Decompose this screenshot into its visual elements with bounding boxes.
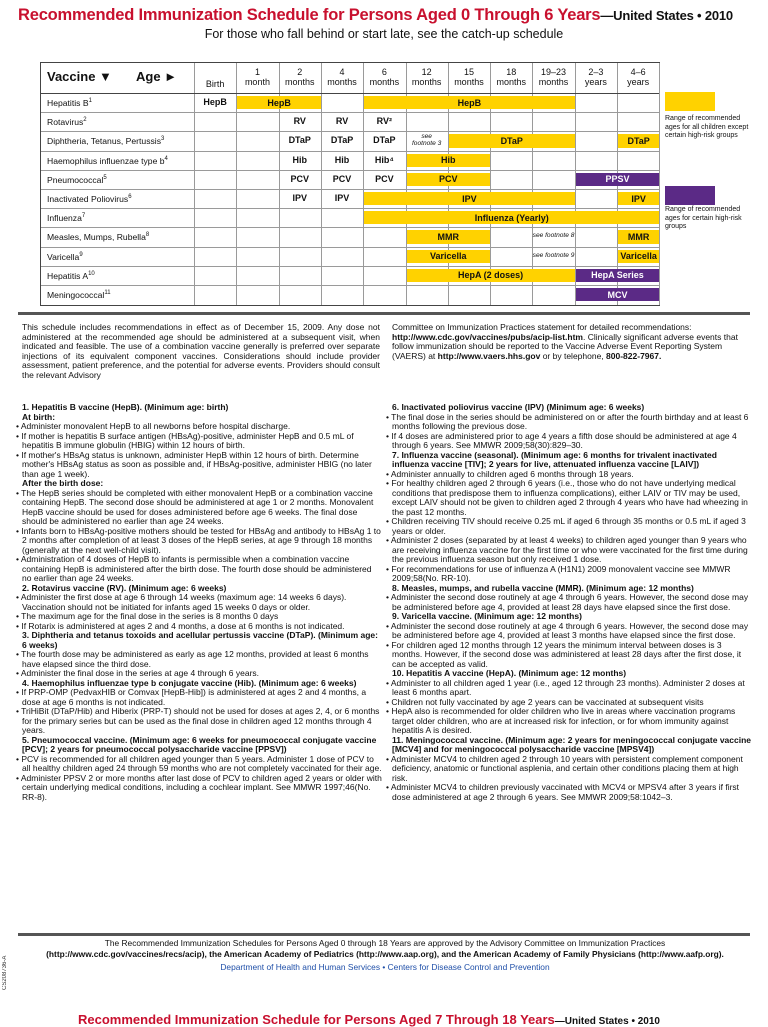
age-header-unit: months (538, 77, 569, 87)
vaccine-row-label (47, 232, 149, 242)
age-header-unit: months (454, 77, 484, 87)
next-page-title (78, 1012, 758, 1027)
recommended-age-bar (364, 192, 575, 205)
intro-left (22, 323, 380, 380)
grid-line-horizontal (41, 131, 659, 132)
vaccine-row-label (47, 194, 132, 204)
dose-label: Hib (292, 154, 307, 165)
age-header-cell (617, 67, 659, 87)
page-title (18, 6, 758, 25)
bar-label: HepA (2 doses) (458, 270, 524, 281)
age-header-value: 4–6 (630, 67, 646, 77)
dose-label: HepB (203, 97, 227, 107)
grid-line-horizontal (41, 170, 659, 171)
age-header-unit: years (627, 77, 650, 87)
dose-label: IPV (292, 193, 307, 203)
see-footnote-ref (490, 252, 617, 259)
footnote-ref-text: see footnote 9 (532, 251, 575, 259)
age-header-unit: months (327, 77, 357, 87)
grid-line-vertical (659, 63, 660, 305)
title-main: Recommended Immunization Schedule for Persons Aged 0 Through 6 Years (18, 6, 601, 24)
footnote-bullet: • Administer PPSV 2 or more months after last dose of PCV to children aged 2 years or older with certain underlying medical conditions, including a cochlear implant. See MMWR 1997;46(No. RR-8). (16, 772, 382, 802)
vaccine-row-label (47, 213, 85, 223)
footnote-bullet: • For healthy children aged 2 through 6 years (i.e., those who do not have underlying medical conditions that predispose them to influenza complications), either LAIV or TIV may be used, except LAIV should not be given to children aged 2 through 4 years who have had wheezing in the past 12 months. (386, 478, 748, 517)
footnote-heading: 11. Meningococcal vaccine. (Minimum age: 2 years for meningococcal conjugate vaccine [MCV4] and for meningococcal polysaccharide vaccine [MPSV4]) (392, 734, 752, 754)
legend-swatch (665, 186, 715, 205)
age-header-value: 12 (421, 67, 432, 77)
vaccine-row-label (47, 136, 164, 146)
bar-label: DTaP (500, 135, 523, 146)
footnote-bullet: • Administer the first dose at age 6 through 14 weeks (maximum age: 14 weeks 6 days). Vaccination should not be initiated for infants aged 15 weeks 0 days or older. (16, 592, 347, 612)
grid-line-horizontal (41, 151, 659, 152)
vaers-link[interactable]: http://www.vaers.hhs.gov (437, 350, 541, 361)
age-column-header: Age ► (136, 69, 178, 84)
grid-line-vertical (321, 63, 322, 305)
bar-label: DTaP (627, 135, 650, 146)
intro-right-text (392, 323, 750, 361)
recommended-age-bar (407, 269, 575, 282)
recommended-age-bar (576, 269, 660, 282)
age-header-cell (194, 79, 236, 89)
intro-left-text: This schedule includes recommendations in effect as of December 15, 2009. Any dose not administered at the recommended age should be administered at a subsequent visit, when indicated and feasible. The use of a combination vaccine generally is preferred over separate injections of its equivalent component vaccines. Considerations should include provider assessment, patient preference, and the potential for adverse events. Providers should consult the relevant Advisory (22, 322, 380, 380)
recommended-age-bar (364, 96, 575, 109)
footnote-bullet: • If mother's HBsAg status is unknown, administer HepB within 12 hours of birth. Determine mother's HBsAg status as soon as possible and, if HBsAg-positive, administer HBIG (no later than age 1 week). (16, 449, 372, 479)
vaccine-name: Hepatitis B (47, 98, 89, 108)
age-header-cell (236, 67, 278, 87)
grid-line-horizontal (41, 208, 659, 209)
vaccine-name: Measles, Mumps, Rubella (47, 232, 146, 243)
bar-label: Hib (441, 155, 456, 166)
footnote-heading: 6. Inactivated poliovirus vaccine (IPV) (Minimum age: 6 weeks) (392, 402, 645, 412)
next-title-main: Recommended Immunization Schedule for Persons Aged 7 Through 18 Years (78, 1012, 555, 1027)
dose-label: RV (335, 116, 349, 127)
footnote-bullet: • Administer annually to children aged 6 months through 18 years. (386, 468, 634, 479)
footnote-heading: 9. Varicella vaccine. (Minimum age: 12 months) (392, 611, 582, 621)
age-header-value: 2–3 (588, 67, 604, 77)
approval-line-2: (http://www.cdc.gov/vaccines/recs/acip), the American Academy of Pediatrics (http://www.aap.org), and the American Academy of Family Physicians (http://www.aafp.org). (46, 949, 724, 959)
bar-label: HepB (267, 97, 291, 108)
footer-divider (18, 933, 750, 936)
dose-label: IPV (334, 193, 350, 203)
footnote-bullet: • Infants born to HBsAg-positive mothers should be tested for HBsAg and antibody to HBsAg 1 to 2 months after completion of at least 3 doses of the HepB series, at age 9 through 18 months (generally at the next well-child visit). (16, 525, 381, 555)
grid-line-horizontal (41, 112, 659, 113)
footnote-heading: 4. Haemophilus influenzae type b conjugate vaccine (Hib). (Minimum age: 6 weeks) (22, 677, 357, 688)
bar-label: Influenza (Yearly) (474, 212, 549, 223)
footnote-heading: 2. Rotavirus vaccine (RV). (Minimum age: 6 weeks) (22, 582, 227, 593)
age-header-unit: months (284, 77, 315, 87)
footnote-number: 3 (161, 136, 165, 143)
vaccine-row-label (47, 290, 111, 300)
intro-right (392, 323, 750, 361)
vaccine-row-label (47, 98, 92, 108)
dose-label: Hib (334, 154, 350, 165)
age-header-value: 18 (506, 67, 517, 77)
footnote-bullet: • If Rotarix is administered at ages 2 and 4 months, a dose at 6 months is not indicated. (16, 620, 345, 631)
vaccine-name: Hepatitis A (47, 270, 89, 281)
bar-label: IPV (462, 193, 477, 204)
footnote-ref-text: footnote 3 (411, 140, 442, 148)
recommended-age-bar (618, 192, 659, 205)
bar-label: HepB (457, 97, 482, 108)
footnote-bullet: • The HepB series should be completed with either monovalent HepB or a combination vaccine containing HepB. The second dose should be administered at age 1 or 2 months. Monovalent HepB vaccine should be used for doses administered before age 6 weeks. The final dose should be administered no earlier than age 24 weeks. (16, 487, 374, 526)
vaccine-name: Pneumococcal (47, 174, 104, 185)
bar-label: MCV (607, 289, 628, 300)
footnote-bullet: • Administer the second dose routinely at age 4 through 6 years. However, the second dose may be administered before age 4, provided at least 28 days have elapsed since the first dose. (386, 592, 749, 612)
footnote-number: 9 (79, 251, 83, 258)
bar-label: Varicella (620, 251, 657, 262)
recommended-age-bar (449, 134, 575, 147)
see-footnote-ref (490, 232, 617, 239)
vaccine-column-header: Vaccine ▼ (47, 69, 112, 84)
age-header-cell (575, 67, 617, 87)
grid-line-horizontal (41, 266, 659, 267)
footnote-bullet: • Administer to all children aged 1 year (i.e., aged 12 through 23 months). Administer 2 doses at least 6 months apart. (386, 677, 745, 697)
bar-label: PCV (439, 174, 458, 185)
dose-label: PCV (332, 173, 352, 184)
footnote-heading: 1. Hepatitis B vaccine (HepB). (Minimum age: birth) (22, 402, 229, 412)
footnote-number: 1 (88, 98, 92, 105)
recommended-age-bar (407, 250, 491, 263)
footnote-heading: 10. Hepatitis A vaccine (HepA). (Minimum age: 12 months) (392, 668, 627, 678)
footnote-bullet: • HepA also is recommended for older children who live in areas where vaccination programs target older children, who are at increased risk for infection, or for whom immunity against hepatitis A is desired. (386, 706, 736, 735)
footnote-bullet: • Children receiving TIV should receive 0.25 mL if aged 6 through 35 months or 0.5 mL if aged 3 years or older. (386, 516, 746, 536)
footnote-bullet: • If 4 doses are administered prior to age 4 years a fifth dose should be administered at age 4 through 6 years. See MMWR 2009;58(30):829–30. (386, 430, 737, 450)
recommended-age-bar (364, 211, 659, 224)
recommended-age-bar (237, 96, 321, 109)
recommended-age-bar (576, 288, 660, 301)
age-header-cell (279, 67, 321, 87)
divider (18, 312, 750, 315)
next-title-suffix: —United States • 2010 (554, 1016, 660, 1027)
header-rule (41, 93, 659, 94)
vaccine-row-label (47, 117, 87, 127)
legend-text: Range of recommended ages for certain high-risk groups (665, 206, 742, 231)
footnote-heading: 7. Influenza vaccine (seasonal). (Minimum age: 6 months for trivalent inactivated influenza vaccine [TIV]; 2 years for live, attenuated influenza vaccine [LAIV]) (392, 449, 717, 469)
age-header-value: 15 (463, 67, 474, 77)
recommended-age-bar (407, 173, 491, 186)
recommended-age-bar (618, 134, 659, 147)
legend-text: Range of recommended ages for all children except certain high-risk groups (665, 115, 749, 140)
footnote-number: 2 (83, 117, 87, 124)
dose-label: DTaP (330, 135, 354, 146)
age-header-value: Birth (205, 79, 225, 89)
footnote-number: 4 (164, 155, 168, 162)
approval-line-1: The Recommended Immunization Schedules for Persons Aged 0 through 18 Years are approved by the Advisory Committee on Immunization Practices (104, 938, 666, 948)
footnote-bullet: • Administer monovalent HepB to all newborns before hospital discharge. (16, 421, 291, 431)
vaccine-name: Rotavirus (47, 117, 84, 128)
approval-note (20, 938, 750, 960)
schedule-table (40, 62, 660, 306)
vaccine-name: Diphtheria, Tetanus, Pertussis (47, 136, 162, 147)
footnote-bullet: • If PRP-OMP (PedvaxHIB or Comvax [HepB-Hib]) is administered at ages 2 and 4 months, a dose at age 6 months is not indicated. (16, 687, 367, 707)
dose-label: PCV (375, 173, 394, 184)
vaccine-name: Varicella (47, 251, 80, 262)
footnote-number: 11 (104, 290, 111, 297)
footnote-heading: 5. Pneumococcal vaccine. (Minimum age: 6 weeks for pneumococcal conjugate vaccine [PCV]; 2 years for pneumococcal polysaccharide vaccine [PPSV]) (22, 734, 377, 754)
recommended-age-bar (407, 230, 491, 243)
agency-line: Department of Health and Human Services • Centers for Disease Control and Prevention (220, 962, 550, 972)
grid-line-horizontal (41, 247, 659, 248)
footnote-bullet: • Administer the second dose routinely at age 4 through 6 years. However, the second dose may be administered before age 4, provided at least 3 months have elapsed since the first dose. (386, 620, 749, 640)
grid-line-horizontal (41, 227, 659, 228)
footnote-number: 5 (103, 174, 107, 181)
bar-label: Varicella (430, 251, 467, 262)
grid-line-horizontal (41, 285, 659, 286)
age-header-cell (532, 67, 574, 87)
vaccine-row-label (47, 156, 168, 166)
footnote-bullet: • The final dose in the series should be administered on or after the fourth birthday and at least 6 months following the previous dose. (386, 411, 749, 431)
age-header-cell (448, 67, 490, 87)
footnote-number: 8 (145, 232, 150, 239)
footnote-number: 7 (81, 213, 86, 220)
footnote-number: 10 (88, 270, 95, 277)
footnote-bullet: • Administer the final dose in the series at age 4 through 6 years. (16, 668, 260, 678)
footnote-subheading: After the birth dose: (22, 478, 104, 488)
intro-right-mid: . Clinically significant adverse events that follow immunization should be reported to the Vaccine Adverse Event Reporting System (VAERS) at (392, 331, 738, 361)
age-header-cell (321, 67, 363, 87)
document-code: CS208736-A (2, 955, 8, 990)
age-header-value: 2 (297, 67, 303, 77)
dose-label: DTaP (288, 135, 311, 146)
age-header-value: 19–23 (541, 67, 567, 77)
age-header-unit: months (411, 77, 442, 87)
vaccine-name: Haemophilus influenzae type b (47, 155, 165, 166)
age-header-unit: month (244, 77, 270, 87)
age-header-unit: years (584, 77, 607, 87)
vaccine-row-label (47, 271, 95, 281)
footnote-bullet: • If mother is hepatitis B surface antigen (HBsAg)-positive, administer HepB and 0.5 mL of hepatitis B immune globulin (HBIG) within 12 hours of birth. (16, 430, 354, 450)
vaccine-name: Meningococcal (47, 290, 105, 300)
footnote-number: 6 (128, 194, 132, 201)
footnote-bullet: • Administer MCV4 to children aged 2 through 10 years with persistent complement component deficiency, anatomic or functional asplenia, and certain other conditions placing them at high risk. (386, 753, 743, 783)
vaccine-name: Influenza (47, 213, 82, 224)
footnote-bullet: • For recommendations for use of influenza A (H1N1) 2009 monovalent vaccine see MMWR 2009;58(No. RR-10). (386, 563, 731, 583)
bar-label: MMR (627, 231, 650, 242)
see-footnote-ref (406, 133, 448, 147)
footnote-ref-text: see footnote 8 (532, 232, 575, 240)
bar-label: HepA Series (591, 270, 644, 281)
footnote-bullet: • Administration of 4 doses of HepB to infants is permissible when a combination vaccine containing HepB is administered after the birth dose. The fourth dose should be administered no earlier than age 24 weeks. (16, 554, 372, 583)
footnotes-right-column (386, 402, 752, 802)
recommended-age-bar (618, 230, 659, 243)
age-header-value: 4 (339, 67, 345, 77)
footnote-heading: 3. Diphtheria and tetanus toxoids and acellular pertussis vaccine (DTaP). (Minimum age: 6 weeks) (22, 630, 378, 650)
page-subtitle: For those who fall behind or start late, see the catch-up schedule (204, 27, 564, 41)
vaccine-name: Inactivated Poliovirus (47, 194, 129, 204)
footnote-ref-text: see (421, 133, 432, 141)
footnote-subheading: At birth: (22, 411, 56, 422)
dose-label: PCV (290, 173, 309, 184)
age-header-unit: months (496, 77, 526, 87)
age-header-value: 1 (254, 67, 260, 77)
dose-label: RV (293, 116, 306, 127)
dose-label: RV² (376, 116, 392, 127)
vaers-phone: 800-822-7967. (606, 350, 662, 361)
bar-label: MMR (437, 231, 460, 242)
dose-label: Hib⁴ (374, 154, 394, 165)
age-header-cell (490, 67, 532, 87)
footnote-bullet: • TriHiBit (DTaP/Hib) and Hiberix (PRP-T) should not be used for doses at ages 2, 4, or 6 months for the primary series but can be used as the final dose in children aged 12 months through 4 years. (16, 706, 380, 735)
intro-right-pre: Committee on Immunization Practices statement for detailed recommendations: (392, 322, 692, 332)
age-header-unit: months (369, 77, 400, 87)
vaccine-row-label (47, 175, 107, 185)
acip-list-link[interactable]: http://www.cdc.gov/vaccines/pubs/acip-list.htm (392, 331, 583, 342)
recommended-age-bar (576, 173, 660, 186)
age-header-cell (363, 67, 405, 87)
recommended-age-bar (618, 250, 659, 263)
age-header-cell (406, 67, 448, 87)
footnote-bullet: • PCV is recommended for all children aged younger than 5 years. Administer 1 dose of PCV to all healthy children aged 24 through 59 months who are not completely vaccinated for their age. (16, 753, 382, 773)
footnote-bullet: • Children not fully vaccinated by age 2 years can be vaccinated at subsequent visits (386, 696, 704, 707)
legend-swatch (665, 92, 715, 111)
footnote-bullet: • For children aged 12 months through 12 years the minimum interval between doses is 3 months. However, if the second dose was administered at least 28 days after the first dose, it can be accepted as valid. (386, 639, 742, 669)
footnote-heading: 8. Measles, mumps, and rubella vaccine (MMR). (Minimum age: 12 months) (392, 582, 694, 593)
title-suffix: —United States • 2010 (600, 8, 733, 23)
footnote-bullet: • Administer MCV4 to children previously vaccinated with MCV4 or MPSV4 after 3 years if first dose administered at age 2 through 6 years. See MMWR 2009;58:1042–3. (386, 782, 740, 802)
intro-right-or: or by telephone, (542, 350, 604, 361)
footnote-bullet: • The maximum age for the final dose in the series is 8 months 0 days (16, 611, 279, 621)
grid-line-horizontal (41, 189, 659, 190)
dose-label: DTaP (373, 135, 396, 146)
footnote-bullet: • The fourth dose may be administered as early as age 12 months, provided at least 6 months have elapsed since the third dose. (16, 649, 369, 669)
footnotes-left-column (16, 402, 382, 802)
bar-label: PPSV (605, 174, 630, 185)
vaccine-row-label (47, 252, 83, 262)
footnote-bullet: • Administer 2 doses (separated by at least 4 weeks) to children aged younger than 9 years who are receiving influenza vaccine for the first time or who were vaccinated for the first time during the previous influenza season but only received 1 dose. (386, 535, 748, 564)
bar-label: IPV (631, 193, 646, 204)
recommended-age-bar (407, 154, 491, 167)
age-header-value: 6 (381, 67, 387, 77)
